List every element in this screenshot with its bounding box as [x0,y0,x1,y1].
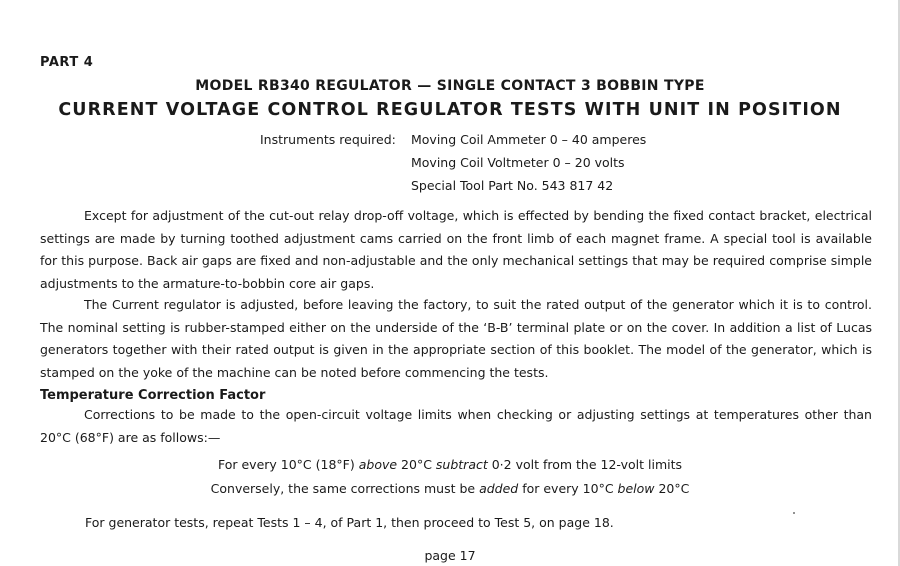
rule-1-part-e: 0·2 volt from the 12-volt limits [487,457,683,472]
rule-1-part-a: For every 10°C (18°F) [217,457,359,472]
instrument-item-special-tool: Special Tool Part No. 543 817 42 [411,178,614,193]
paragraph-temperature [40,404,872,449]
section-heading-temperature: Temperature Correction Factor [40,388,266,403]
correction-rule-below [0,481,900,496]
model-heading: MODEL RB340 REGULATOR — SINGLE CONTACT 3 BOBBIN TYPE [195,78,705,94]
part-label: PART 4 [40,55,94,70]
correction-rule-above [0,457,900,472]
rule-2-emph-added: added [479,481,519,496]
paragraph-temperature-text: Corrections to be made to the open-circuit voltage limits when checking or adjusting settings at temperatures other than 20°C (68°F) are as follows:— [40,407,872,445]
rule-2-part-e: 20°C [654,481,690,496]
rule-2-emph-below: below [617,481,655,496]
closing-note: For generator tests, repeat Tests 1 – 4, of Part 1, then proceed to Test 5, on page 18. [85,515,614,530]
page-title: CURRENT VOLTAGE CONTROL REGULATOR TESTS WITH UNIT IN POSITION [58,100,842,120]
instruments-label: Instruments required: [260,132,396,147]
scan-speck [793,512,795,514]
rule-2-part-a: Conversely, the same corrections must be [210,481,480,496]
instrument-item-voltmeter: Moving Coil Voltmeter 0 – 20 volts [411,155,625,170]
paragraph-current-regulator [40,294,872,384]
rule-1-emph-subtract: subtract [435,457,488,472]
rule-1-emph-above: above [358,457,398,472]
instrument-item-ammeter: Moving Coil Ammeter 0 – 40 amperes [411,132,647,147]
rule-1-part-c: 20°C [397,457,436,472]
paragraph-adjustment-text: Except for adjustment of the cut-out relay drop-off voltage, which is effected by bending the fixed contact bracket, electrical settings are made by turning toothed adjustment cams carried on the front limb of each magnet frame. A special tool is available for this purpose. Back air gaps are fixed and non-adjustable and the only mechanical settings that may be required comprise simple adjustments to the armature-to-bobbin core air gaps. [40,208,872,291]
paragraph-adjustment [40,205,872,295]
paragraph-current-regulator-text: The Current regulator is adjusted, before leaving the factory, to suit the rated output of the generator which it is to control. The nominal setting is rubber-stamped either on the underside of the ‘B-B’ terminal plate or on the cover. In addition a list of Lucas generators together with their rated output is given in the appropriate section of this booklet. The model of the generator, which is stamped on the yoke of the machine can be noted before commencing the tests. [40,297,872,380]
page-number: page 17 [424,548,476,563]
rule-2-part-c: for every 10°C [518,481,618,496]
